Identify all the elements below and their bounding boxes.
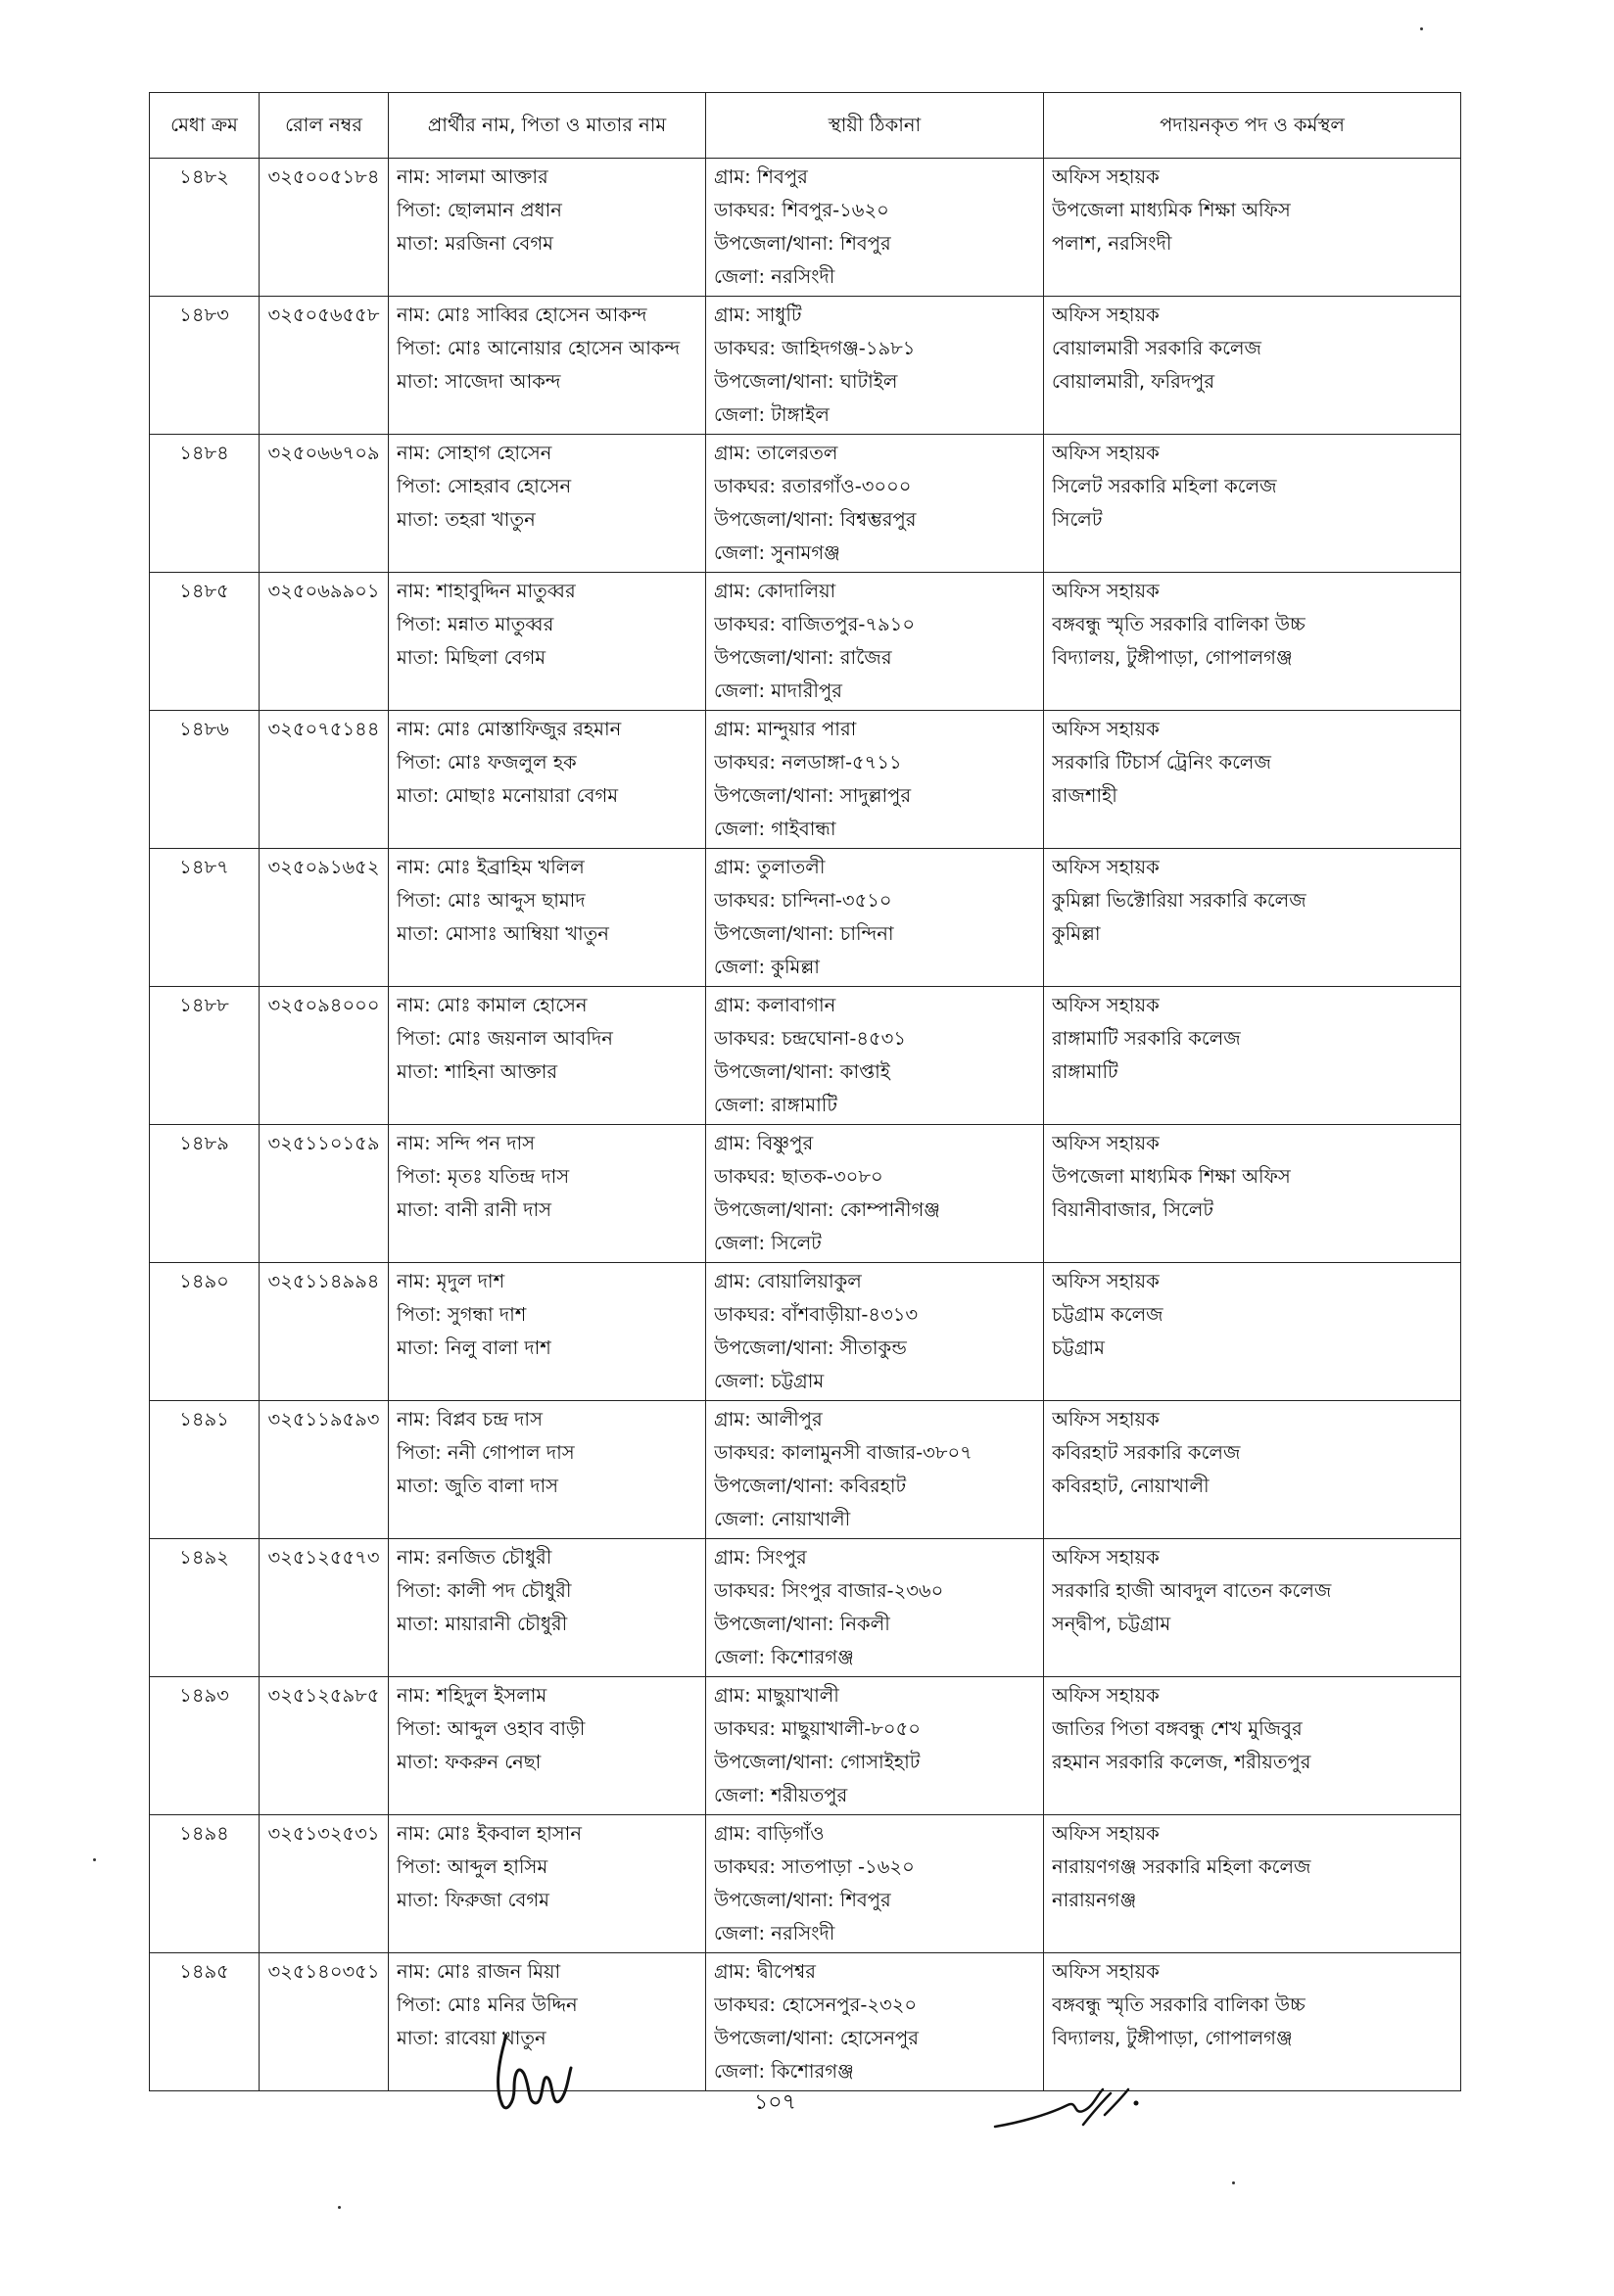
address-cell	[706, 849, 1044, 987]
candidate-line: পিতা: মোঃ ফজলুল হক	[397, 751, 577, 773]
posting-cell	[1044, 987, 1461, 1125]
roll-cell: ৩২৫০৭৫১৪৪	[260, 711, 389, 849]
posting-line: অফিস সহায়ক	[1052, 580, 1160, 602]
table-row	[150, 711, 1461, 849]
posting-cell	[1044, 1815, 1461, 1953]
scan-speck	[1420, 27, 1423, 30]
candidate-line: মাতা: রাবেয়া খাতুন	[397, 2027, 546, 2049]
posting-cell	[1044, 711, 1461, 849]
address-line: উপজেলা/থানা: নিকলী	[714, 1613, 890, 1635]
candidate-cell	[389, 1815, 706, 1953]
candidate-line: মাতা: বানী রানী দাস	[397, 1198, 552, 1221]
address-line: জেলা: গাইবান্ধা	[714, 818, 836, 840]
candidate-line: পিতা: মোঃ জয়নাল আবদিন	[397, 1027, 613, 1050]
candidate-line: নাম: সন্দি পন দাস	[397, 1132, 536, 1154]
address-line: গ্রাম: বিষ্ণুপুর	[714, 1132, 814, 1154]
address-line: জেলা: কিশোরগঞ্জ	[714, 2060, 854, 2083]
address-line: গ্রাম: সাধুটি	[714, 304, 802, 326]
address-line: উপজেলা/থানা: কবিরহাট	[714, 1475, 907, 1497]
address-line: গ্রাম: তালেরতল	[714, 442, 838, 464]
table-row	[150, 1677, 1461, 1815]
candidate-line: নাম: সোহাগ হোসেন	[397, 442, 552, 464]
address-line: ডাকঘর: বাজিতপুর-৭৯১০	[714, 613, 916, 635]
roll-cell: ৩২৫১৪০৩৫১	[260, 1953, 389, 2091]
merit-list-table	[149, 92, 1461, 2091]
scan-speck	[338, 2206, 341, 2209]
candidate-cell	[389, 1539, 706, 1677]
address-cell	[706, 297, 1044, 435]
address-line: গ্রাম: আলীপুর	[714, 1408, 823, 1430]
posting-cell	[1044, 1263, 1461, 1401]
address-line: গ্রাম: বাড়িগাঁও	[714, 1822, 825, 1845]
address-cell	[706, 1815, 1044, 1953]
candidate-line: নাম: শাহাবুদ্দিন মাতুব্বর	[397, 580, 576, 602]
candidate-cell	[389, 159, 706, 297]
address-line: ডাকঘর: চন্দ্রঘোনা-৪৫৩১	[714, 1027, 906, 1050]
candidate-line: পিতা: মোঃ মনির উদ্দিন	[397, 1993, 578, 2016]
serial-cell: ১৪৮৩	[150, 297, 260, 435]
posting-line: সিলেট	[1052, 508, 1103, 531]
address-line: উপজেলা/থানা: বিশ্বম্ভরপুর	[714, 508, 917, 531]
candidate-line: নাম: সালমা আক্তার	[397, 165, 548, 188]
address-cell	[706, 1263, 1044, 1401]
candidate-cell	[389, 1125, 706, 1263]
posting-line: অফিস সহায়ক	[1052, 1960, 1160, 1983]
posting-line: অফিস সহায়ক	[1052, 1684, 1160, 1707]
posting-line: জাতির পিতা বঙ্গবন্ধু শেখ মুজিবুর	[1052, 1717, 1303, 1740]
candidate-line: পিতা: মৃতঃ যতিন্দ্র দাস	[397, 1165, 570, 1188]
address-line: জেলা: নরসিংদী	[714, 1922, 835, 1945]
posting-line: রাঙ্গামাটি সরকারি কলেজ	[1052, 1027, 1241, 1050]
address-line: জেলা: সিলেট	[714, 1232, 822, 1254]
header-roll: রোল নম্বর	[260, 93, 389, 159]
posting-cell	[1044, 1125, 1461, 1263]
posting-line: রাজশাহী	[1052, 784, 1117, 807]
candidate-line: পিতা: ছোলমান প্রধান	[397, 199, 562, 221]
page-number: ১০৭	[754, 2090, 796, 2115]
address-cell	[706, 711, 1044, 849]
posting-line: বিদ্যালয়, টুঙ্গীপাড়া, গোপালগঞ্জ	[1052, 646, 1293, 669]
address-line: গ্রাম: সিংপুর	[714, 1546, 807, 1569]
address-line: জেলা: টাঙ্গাইল	[714, 403, 830, 426]
posting-line: বঙ্গবন্ধু স্মৃতি সরকারি বালিকা উচ্চ	[1052, 1993, 1305, 2016]
candidate-line: মাতা: ফিরুজা বেগম	[397, 1889, 549, 1911]
header-posting: পদায়নকৃত পদ ও কর্মস্থল	[1044, 93, 1461, 159]
serial-cell: ১৪৮৮	[150, 987, 260, 1125]
candidate-line: নাম: মোঃ সাব্বির হোসেন আকন্দ	[397, 304, 647, 326]
candidate-line: নাম: মোঃ ইব্রাহিম খলিল	[397, 856, 585, 878]
posting-line: সিলেট সরকারি মহিলা কলেজ	[1052, 475, 1277, 497]
address-line: ডাকঘর: রতারগাঁও-৩০০০	[714, 475, 912, 497]
serial-cell: ১৪৮৪	[150, 435, 260, 573]
address-line: জেলা: নরসিংদী	[714, 265, 835, 288]
address-line: ডাকঘর: নলডাঙ্গা-৫৭১১	[714, 751, 902, 773]
table-row	[150, 1401, 1461, 1539]
posting-cell	[1044, 435, 1461, 573]
candidate-line: মাতা: ফকরুন নেছা	[397, 1751, 542, 1773]
candidate-line: মাতা: মরজিনা বেগম	[397, 232, 553, 255]
address-line: গ্রাম: দ্বীপেশ্বর	[714, 1960, 816, 1983]
roll-cell: ৩২৫১১৯৫৯৩	[260, 1401, 389, 1539]
posting-line: বঙ্গবন্ধু স্মৃতি সরকারি বালিকা উচ্চ	[1052, 613, 1305, 635]
posting-line: সন্দ্বীপ, চট্টগ্রাম	[1052, 1613, 1171, 1635]
candidate-line: মাতা: জুতি বালা দাস	[397, 1475, 559, 1497]
posting-line: কুমিল্লা	[1052, 922, 1101, 945]
address-cell	[706, 1401, 1044, 1539]
header-address: স্থায়ী ঠিকানা	[706, 93, 1044, 159]
header-serial: মেধা ক্রম	[150, 93, 260, 159]
address-line: গ্রাম: মান্দুয়ার পারা	[714, 718, 857, 740]
roll-cell: ৩২৫০৬৯৯০১	[260, 573, 389, 711]
candidate-line: নাম: মৃদুল দাশ	[397, 1270, 505, 1292]
address-line: উপজেলা/থানা: কোম্পানীগঞ্জ	[714, 1198, 940, 1221]
candidate-line: মাতা: নিলু বালা দাশ	[397, 1336, 551, 1359]
address-line: ডাকঘর: সাতপাড়া -১৬২০	[714, 1855, 915, 1878]
address-line: উপজেলা/থানা: চান্দিনা	[714, 922, 894, 945]
posting-line: উপজেলা মাধ্যমিক শিক্ষা অফিস	[1052, 199, 1291, 221]
candidate-cell	[389, 711, 706, 849]
candidate-line: পিতা: সোহরাব হোসেন	[397, 475, 572, 497]
table-row	[150, 159, 1461, 297]
address-line: ডাকঘর: বাঁশবাড়ীয়া-৪৩১৩	[714, 1303, 919, 1326]
address-line: ডাকঘর: মাছুয়াখালী-৮০৫০	[714, 1717, 921, 1740]
candidate-line: পিতা: মোঃ আনোয়ার হোসেন আকন্দ	[397, 337, 681, 359]
posting-line: সরকারি হাজী আবদুল বাতেন কলেজ	[1052, 1579, 1332, 1602]
candidate-line: নাম: মোঃ কামাল হোসেন	[397, 994, 588, 1016]
roll-cell: ৩২৫০৬৬৭০৯	[260, 435, 389, 573]
serial-cell: ১৪৯০	[150, 1263, 260, 1401]
address-line: উপজেলা/থানা: সীতাকুন্ড	[714, 1336, 907, 1359]
address-line: জেলা: শরীয়তপুর	[714, 1784, 848, 1806]
address-cell	[706, 1953, 1044, 2091]
address-cell	[706, 1677, 1044, 1815]
posting-line: বিয়ানীবাজার, সিলেট	[1052, 1198, 1213, 1221]
candidate-line: পিতা: মোঃ আব্দুস ছামাদ	[397, 889, 586, 912]
candidate-line: নাম: মোঃ মোস্তাফিজুর রহমান	[397, 718, 622, 740]
address-line: উপজেলা/থানা: হোসেনপুর	[714, 2027, 919, 2049]
candidate-line: পিতা: ননী গোপাল দাস	[397, 1441, 575, 1464]
posting-line: বোয়ালমারী, ফরিদপুর	[1052, 370, 1215, 393]
address-line: উপজেলা/থানা: কাপ্তাই	[714, 1060, 890, 1083]
posting-cell	[1044, 159, 1461, 297]
address-line: জেলা: রাঙ্গামাটি	[714, 1094, 837, 1116]
roll-cell: ৩২৫০৯৪০০০	[260, 987, 389, 1125]
address-line: গ্রাম: কোদালিয়া	[714, 580, 836, 602]
posting-line: অফিস সহায়ক	[1052, 1270, 1160, 1292]
posting-line: বিদ্যালয়, টুঙ্গীপাড়া, গোপালগঞ্জ	[1052, 2027, 1293, 2049]
address-line: জেলা: কিশোরগঞ্জ	[714, 1646, 854, 1668]
roll-cell: ৩২৫০৫৬৫৫৮	[260, 297, 389, 435]
posting-line: উপজেলা মাধ্যমিক শিক্ষা অফিস	[1052, 1165, 1291, 1188]
posting-cell	[1044, 1539, 1461, 1677]
posting-cell	[1044, 849, 1461, 987]
posting-line: অফিস সহায়ক	[1052, 718, 1160, 740]
posting-line: সরকারি টিচার্স ট্রেনিং কলেজ	[1052, 751, 1271, 773]
candidate-line: নাম: মোঃ ইকবাল হাসান	[397, 1822, 582, 1845]
header-name: প্রার্থীর নাম, পিতা ও মাতার নাম	[389, 93, 706, 159]
address-cell	[706, 1125, 1044, 1263]
address-line: জেলা: চট্টগ্রাম	[714, 1370, 825, 1392]
address-line: উপজেলা/থানা: রাজৈর	[714, 646, 892, 669]
posting-line: অফিস সহায়ক	[1052, 1546, 1160, 1569]
posting-line: রহমান সরকারি কলেজ, শরীয়তপুর	[1052, 1751, 1311, 1773]
address-line: ডাকঘর: কালামুনসী বাজার-৩৮০৭	[714, 1441, 973, 1464]
table-row	[150, 987, 1461, 1125]
address-line: ডাকঘর: শিবপুর-১৬২০	[714, 199, 889, 221]
address-line: জেলা: কুমিল্লা	[714, 956, 820, 978]
serial-cell: ১৪৮৭	[150, 849, 260, 987]
serial-cell: ১৪৮৫	[150, 573, 260, 711]
posting-line: অফিস সহায়ক	[1052, 1408, 1160, 1430]
address-line: উপজেলা/থানা: গোসাইহাট	[714, 1751, 921, 1773]
roll-cell: ৩২৫০৯১৬৫২	[260, 849, 389, 987]
candidate-cell	[389, 849, 706, 987]
posting-line: নারায়নগঞ্জ	[1052, 1889, 1137, 1911]
table-row	[150, 1263, 1461, 1401]
serial-cell: ১৪৯৪	[150, 1815, 260, 1953]
address-line: জেলা: সুনামগঞ্জ	[714, 541, 840, 564]
candidate-cell	[389, 297, 706, 435]
serial-cell: ১৪৯৩	[150, 1677, 260, 1815]
candidate-line: মাতা: মোছাঃ মনোয়ারা বেগম	[397, 784, 619, 807]
table-row	[150, 1125, 1461, 1263]
address-line: উপজেলা/থানা: সাদুল্লাপুর	[714, 784, 912, 807]
posting-line: অফিস সহায়ক	[1052, 1132, 1160, 1154]
address-line: ডাকঘর: জাহিদগঞ্জ-১৯৮১	[714, 337, 916, 359]
address-cell	[706, 435, 1044, 573]
roll-cell: ৩২৫১১৪৯৯৪	[260, 1263, 389, 1401]
roll-cell: ৩২৫১৩২৫৩১	[260, 1815, 389, 1953]
serial-cell: ১৪৮৬	[150, 711, 260, 849]
candidate-line: মাতা: মায়ারানী চৌধুরী	[397, 1613, 568, 1635]
table-row	[150, 1953, 1461, 2091]
address-line: ডাকঘর: চান্দিনা-৩৫১০	[714, 889, 892, 912]
address-line: উপজেলা/থানা: ঘাটাইল	[714, 370, 898, 393]
posting-cell	[1044, 297, 1461, 435]
posting-line: অফিস সহায়ক	[1052, 994, 1160, 1016]
candidate-line: পিতা: কালী পদ চৌধুরী	[397, 1579, 572, 1602]
address-cell	[706, 987, 1044, 1125]
candidate-line: মাতা: তহরা খাতুন	[397, 508, 536, 531]
candidate-line: মাতা: মোসাঃ আম্বিয়া খাতুন	[397, 922, 609, 945]
table-row	[150, 1815, 1461, 1953]
address-line: গ্রাম: বোয়ালিয়াকুল	[714, 1270, 862, 1292]
candidate-line: নাম: রনজিত চৌধুরী	[397, 1546, 552, 1569]
posting-line: কবিরহাট সরকারি কলেজ	[1052, 1441, 1241, 1464]
roll-cell: ৩২৫০০৫১৮৪	[260, 159, 389, 297]
signature-right	[989, 2076, 1156, 2144]
table-row	[150, 435, 1461, 573]
candidate-line: মাতা: মিছিলা বেগম	[397, 646, 546, 669]
address-line: গ্রাম: শিবপুর	[714, 165, 808, 188]
serial-cell: ১৪৮২	[150, 159, 260, 297]
candidate-cell	[389, 987, 706, 1125]
posting-cell	[1044, 1677, 1461, 1815]
address-line: গ্রাম: মাছুয়াখালী	[714, 1684, 839, 1707]
posting-line: অফিস সহায়ক	[1052, 442, 1160, 464]
roll-cell: ৩২৫১২৫৫৭৩	[260, 1539, 389, 1677]
address-line: উপজেলা/থানা: শিবপুর	[714, 1889, 891, 1911]
candidate-line: নাম: বিপ্লব চন্দ্র দাস	[397, 1408, 543, 1430]
table-row	[150, 849, 1461, 987]
address-line: ডাকঘর: হোসেনপুর-২৩২০	[714, 1993, 918, 2016]
posting-line: অফিস সহায়ক	[1052, 165, 1160, 188]
table-row	[150, 573, 1461, 711]
serial-cell: ১৪৮৯	[150, 1125, 260, 1263]
address-line: ডাকঘর: সিংপুর বাজার-২৩৬০	[714, 1579, 944, 1602]
address-line: গ্রাম: কলাবাগান	[714, 994, 836, 1016]
address-line: উপজেলা/থানা: শিবপুর	[714, 232, 891, 255]
table-row	[150, 297, 1461, 435]
posting-line: চট্টগ্রাম	[1052, 1336, 1105, 1359]
candidate-cell	[389, 1263, 706, 1401]
candidate-cell	[389, 1401, 706, 1539]
candidate-line: নাম: শহিদুল ইসলাম	[397, 1684, 547, 1707]
address-line: জেলা: মাদারীপুর	[714, 679, 842, 702]
posting-line: পলাশ, নরসিংদী	[1052, 232, 1172, 255]
candidate-line: পিতা: আব্দুল ওহাব বাড়ী	[397, 1717, 586, 1740]
candidate-line: পিতা: সুগন্ধা দাশ	[397, 1303, 527, 1326]
posting-cell	[1044, 1953, 1461, 2091]
serial-cell: ১৪৯২	[150, 1539, 260, 1677]
candidate-line: মাতা: সাজেদা আকন্দ	[397, 370, 561, 393]
table-row	[150, 1539, 1461, 1677]
candidate-line: নাম: মোঃ রাজন মিয়া	[397, 1960, 561, 1983]
posting-line: অফিস সহায়ক	[1052, 856, 1160, 878]
candidate-cell	[389, 435, 706, 573]
candidate-cell	[389, 573, 706, 711]
posting-line: কুমিল্লা ভিক্টোরিয়া সরকারি কলেজ	[1052, 889, 1306, 912]
table-header-row	[150, 93, 1461, 159]
roll-cell: ৩২৫১২৫৯৮৫	[260, 1677, 389, 1815]
serial-cell: ১৪৯১	[150, 1401, 260, 1539]
table-body	[150, 159, 1461, 2091]
posting-cell	[1044, 573, 1461, 711]
serial-cell: ১৪৯৫	[150, 1953, 260, 2091]
roll-cell: ৩২৫১১০১৫৯	[260, 1125, 389, 1263]
scan-speck	[93, 1858, 96, 1861]
candidate-line: মাতা: শাহিনা আক্তার	[397, 1060, 558, 1083]
address-cell	[706, 573, 1044, 711]
candidate-line: পিতা: আব্দুল হাসিম	[397, 1855, 548, 1878]
posting-line: রাঙ্গামাটি	[1052, 1060, 1118, 1083]
address-line: ডাকঘর: ছাতক-৩০৮০	[714, 1165, 883, 1188]
posting-line: অফিস সহায়ক	[1052, 304, 1160, 326]
address-line: জেলা: নোয়াখালী	[714, 1508, 851, 1530]
scan-speck	[1232, 2181, 1235, 2184]
address-cell	[706, 1539, 1044, 1677]
candidate-line: পিতা: মন্নাত মাতুব্বর	[397, 613, 554, 635]
address-cell	[706, 159, 1044, 297]
candidate-cell	[389, 1677, 706, 1815]
posting-line: কবিরহাট, নোয়াখালী	[1052, 1475, 1210, 1497]
signature-left	[485, 2035, 593, 2123]
posting-line: নারায়ণগঞ্জ সরকারি মহিলা কলেজ	[1052, 1855, 1311, 1878]
posting-cell	[1044, 1401, 1461, 1539]
posting-line: বোয়ালমারী সরকারি কলেজ	[1052, 337, 1261, 359]
address-line: গ্রাম: তুলাতলী	[714, 856, 826, 878]
posting-line: চট্টগ্রাম কলেজ	[1052, 1303, 1163, 1326]
posting-line: অফিস সহায়ক	[1052, 1822, 1160, 1845]
